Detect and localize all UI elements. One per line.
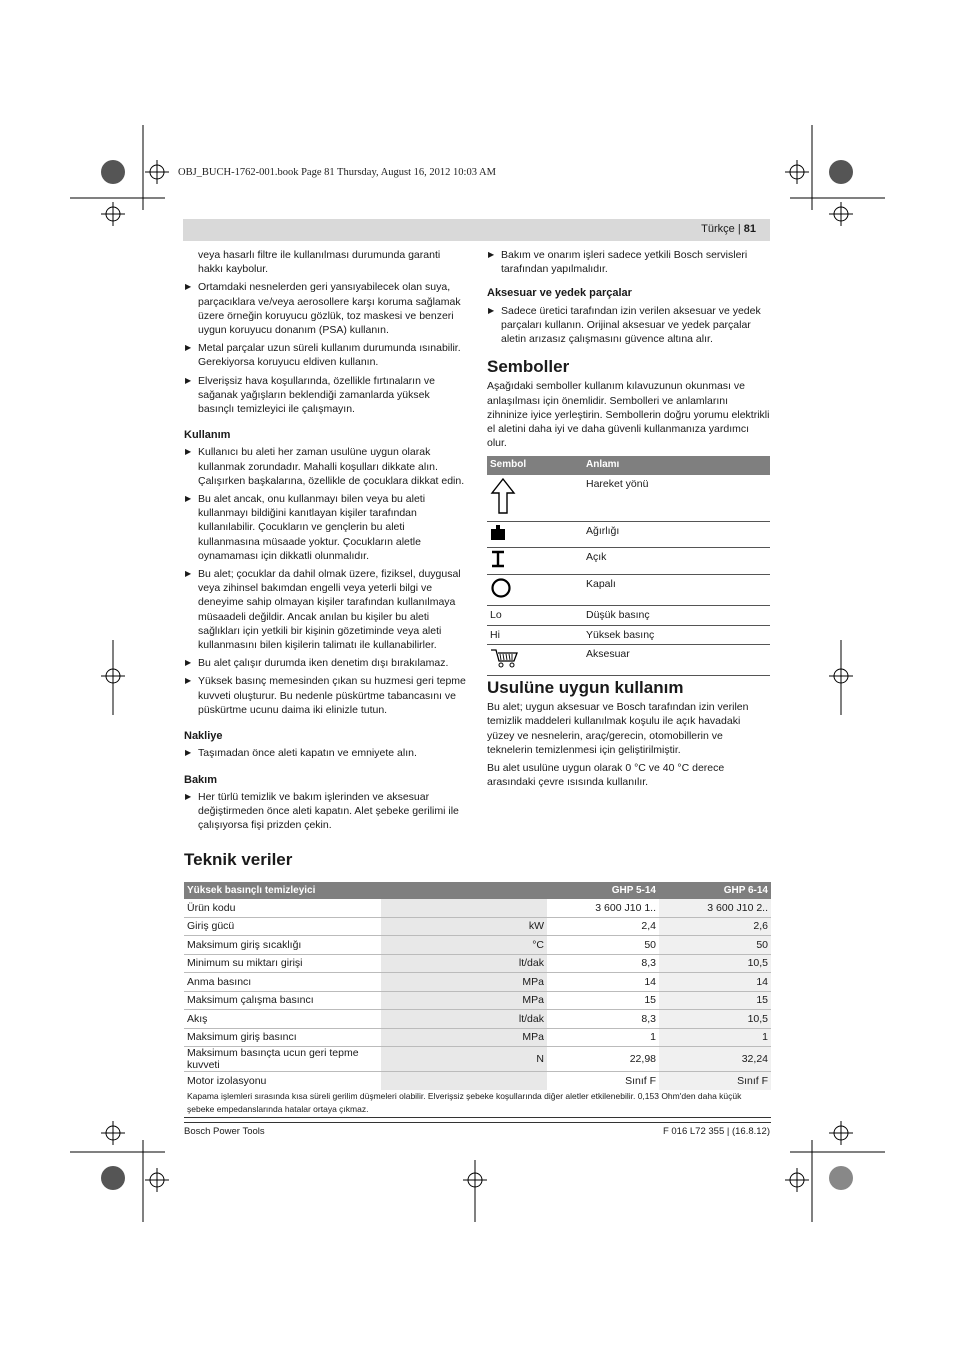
spec-label: Anma basıncı [184,973,381,992]
symbol-meaning: Düşük basınç [583,606,770,625]
spec-value-1: Sınıf F [625,1074,656,1087]
spec-label: Motor izolasyonu [187,1074,267,1087]
book-info-line: OBJ_BUCH-1762-001.book Page 81 Thursday, August 16, 2012 10:03 AM [178,167,496,178]
spec-label: Maksimum çalışma basıncı [184,991,381,1010]
spec-unit: N [381,1047,547,1072]
model-2: GHP 6-14 [659,882,771,899]
tech-heading: Teknik veriler [184,850,293,869]
spec-value-2: Sınıf F [659,1072,771,1090]
spec-unit [381,899,547,917]
table-row [184,954,771,973]
table-row [487,575,770,606]
table-row [184,1010,771,1029]
accessory-cart-icon [490,647,520,669]
off-o-icon [490,577,512,599]
table-row [487,475,770,522]
spec-value-2: 15 [659,991,771,1010]
intended-use-paragraph: Bu alet; uygun aksesuar ve Bosch tarafından izin verilen temizlik maddeleri kullanılmak koşulu ile açık havadaki yüzey ve nesnelerin, araç/gerecin, otomobillerin ve teknelerin temizlenmesi için geliştirilmiştir. [487,701,749,756]
page-header-bar [183,219,770,241]
table-row [487,548,770,575]
spec-value-2: 14 [659,973,771,992]
spec-value-1: 8,3 [547,1010,659,1029]
symbol-meaning: Açık [583,548,770,575]
intro-continuation: veya hasarlı filtre ile kullanılması durumunda garanti hakkı kaybolur. [198,249,441,276]
symbol-meaning: Ağırlığı [583,521,770,547]
list-item: ▶ Sadece üretici tarafından izin verilen aksesuar ve yedek parçaları kullanın. Orijinal aksesuar ve yedek parçalar aletin arızasız çalışmasını güvence altına alır. [487,304,770,347]
table-row [487,644,770,675]
tech-table-wrap [184,882,771,1118]
tech-footnote: Kapama işlemleri sırasında kısa süreli gerilim düşmeleri olabilir. Elverişsiz şebeke koşullarında diğer aletler etkilenebilir. 0,153 Ohm'den daha küçük şebeke empedanslarında hatalar ortaya çıkmaz. [184,1090,771,1118]
table-row [184,1047,771,1072]
transport-heading: Nakliye [184,730,223,743]
symbol-meaning: Kapalı [583,575,770,606]
symbol-text: Hi [487,625,583,644]
symbols-col-meaning: Anlamı [583,456,770,474]
spec-value-1: 3 600 J10 1.. [547,899,659,917]
page-number: 81 [743,223,756,235]
right-column [487,248,770,793]
spec-value-1: 22,98 [547,1047,659,1072]
symbol-meaning: Hareket yönü [583,475,770,522]
list-item: ▶ Bakım ve onarım işleri sadece yetkili Bosch servisleri tarafından yapılmalıdır. [487,248,770,276]
spec-label: Maksimum giriş sıcaklığı [184,936,381,955]
table-row [184,1028,771,1047]
footer-right: F 016 L72 355 | (16.8.12) [662,1126,770,1137]
on-i-icon [490,550,506,568]
table-row [184,899,771,917]
left-column [184,248,467,836]
spec-value-1: 14 [547,973,659,992]
symbols-heading: Semboller [487,357,570,377]
list-item: ▶ Her türlü temizlik ve bakım işlerinden ve aksesuar değiştirmeden önce aleti kapatın. Alet şebeke gerilimi ile çalışıyorsa fişi prizden çekin. [184,790,467,833]
header-language: Türkçe [701,223,735,235]
spec-label: Maksimum basınçta ucun geri tepme kuvveti [184,1047,381,1072]
tech-table [184,882,771,1090]
page-header-label [701,223,756,235]
spec-label: Akış [184,1010,381,1029]
arrow-up-outline-icon [490,477,516,515]
accessories-heading: Aksesuar ve yedek parçalar [487,287,632,300]
spec-value-2: 50 [659,936,771,955]
spec-unit: MPa [381,973,547,992]
table-row [184,973,771,992]
symbols-intro: Aşağıdaki semboller kullanım kılavuzunun okunması ve anlaşılması için önemlidir. Sembolleri ve anlamlarını zihninize iyice yerleştirin. Sembollerin doğru yorumu elektrikli el aletini daha iyi ve daha güvenli kullanmanıza yardımcı olur. [487,380,770,450]
footer-left: Bosch Power Tools [184,1126,265,1137]
spec-unit: kW [381,917,547,936]
spec-value-2: 10,5 [659,1010,771,1029]
tech-table-title: Yüksek basınçlı temizleyici [184,882,381,899]
symbol-text: Lo [487,606,583,625]
spec-unit: MPa [381,1028,547,1047]
spec-value-2: 2,6 [659,917,771,936]
header-separator: | [737,223,741,235]
footer-rule [184,1122,771,1123]
spec-label: Maksimum giriş basıncı [184,1028,381,1047]
spec-value-1: 15 [547,991,659,1010]
table-row [487,606,770,625]
spec-unit: °C [381,936,547,955]
spec-value-1: 8,3 [547,954,659,973]
spec-value-2: 10,5 [659,954,771,973]
list-item: ▶ Metal parçalar uzun süreli kullanım durumunda ısınabilir. Gerekiyorsa koruyucu eldiven kullanın. [184,341,467,369]
maintenance-heading: Bakım [184,773,218,786]
list-item: ▶ Yüksek basınç memesinden çıkan su huzmesi geri tepme kuvveti oluşturur. Bu nedenle püskürtme tabancasını ve püskürtme ucunu daima iki elinizle tutun. [184,674,467,717]
intended-use-paragraph: Bu alet usulüne uygun olarak 0 °C ve 40 °C derece arasındaki çevre ısısında kullanılır. [487,762,725,789]
spec-label: Giriş gücü [184,917,381,936]
list-item: ▶ Kullanıcı bu aleti her zaman usulüne uygun olarak kullanmak zorundadır. Mahalli koşulları dikkate alın. Çalışırken başkalarına, özellikle de çocuklara dikkat edin. [184,445,467,488]
spec-unit [381,1072,547,1090]
spec-value-2: 32,24 [659,1047,771,1072]
spec-unit: MPa [381,991,547,1010]
spec-value-2: 1 [659,1028,771,1047]
table-row [184,1072,771,1090]
symbol-meaning: Aksesuar [583,644,770,675]
usage-heading: Kullanım [184,429,231,442]
intended-use-heading: Usulüne uygun kullanım [487,678,684,698]
list-item: ▶ Bu alet ancak, onu kullanmayı bilen veya bu aleti kullanmayı bildiğini kanıtlayan kişiler tarafından kullanılabilir. Çocukların ve gençlerin bu aleti kullanmasına müsaade yoktur. Çocukların aletle oynamaması için dikkatli olunmalıdır. [184,492,467,563]
list-item: ▶ Bu alet; çocuklar da dahil olmak üzere, fiziksel, duygusal veya zihinsel bakımdan engelli veya yeterli bilgi ve deneyime sahip olmayan kişiler tarafından kullanılmaya müsaadeli değildir. Ancak anılan bu kişiler bu aleti sağlıkları için yetkili bir kişinin gözetiminde veya aleti kullanmasını bilen kişilerin talimatı ile kullanabilirler. [184,567,467,652]
spec-value-1: 2,4 [547,917,659,936]
model-1: GHP 5-14 [547,882,659,899]
spec-unit: lt/dak [381,954,547,973]
table-row [184,991,771,1010]
table-row [487,625,770,644]
spec-value-1: 1 [547,1028,659,1047]
spec-value-1: 50 [547,936,659,955]
symbol-meaning: Yüksek basınç [583,625,770,644]
table-row [184,936,771,955]
weight-icon [490,524,506,541]
spec-value-2: 3 600 J10 2.. [659,899,771,917]
list-item: ▶ Ortamdaki nesnelerden geri yansıyabilecek olan suya, parçacıklara ve/veya aerosollere karşı koruma sağlamak üzere örneğin koruyucu gözlük, toz maskesi ve benzeri uygun koruyucu donanım (PSA) kullanın. [184,280,467,337]
list-item: ▶ Bu alet çalışır durumda iken denetim dışı bırakılamaz. [184,656,467,670]
table-row [487,521,770,547]
list-item: ▶ Taşımadan önce aleti kapatın ve emniyete alın. [184,746,467,760]
table-row [184,917,771,936]
symbols-table [487,456,770,676]
list-item: ▶ Elverişsiz hava koşullarında, özellikle fırtınaların ve sağanak yağışların beklendiği zamanlarda yüksek basınçlı temizleyici ile çalışmayın. [184,374,467,417]
spec-label: Ürün kodu [184,899,381,917]
symbols-col-symbol: Sembol [487,456,583,474]
spec-unit: lt/dak [381,1010,547,1029]
spec-label: Minimum su miktarı girişi [184,954,381,973]
